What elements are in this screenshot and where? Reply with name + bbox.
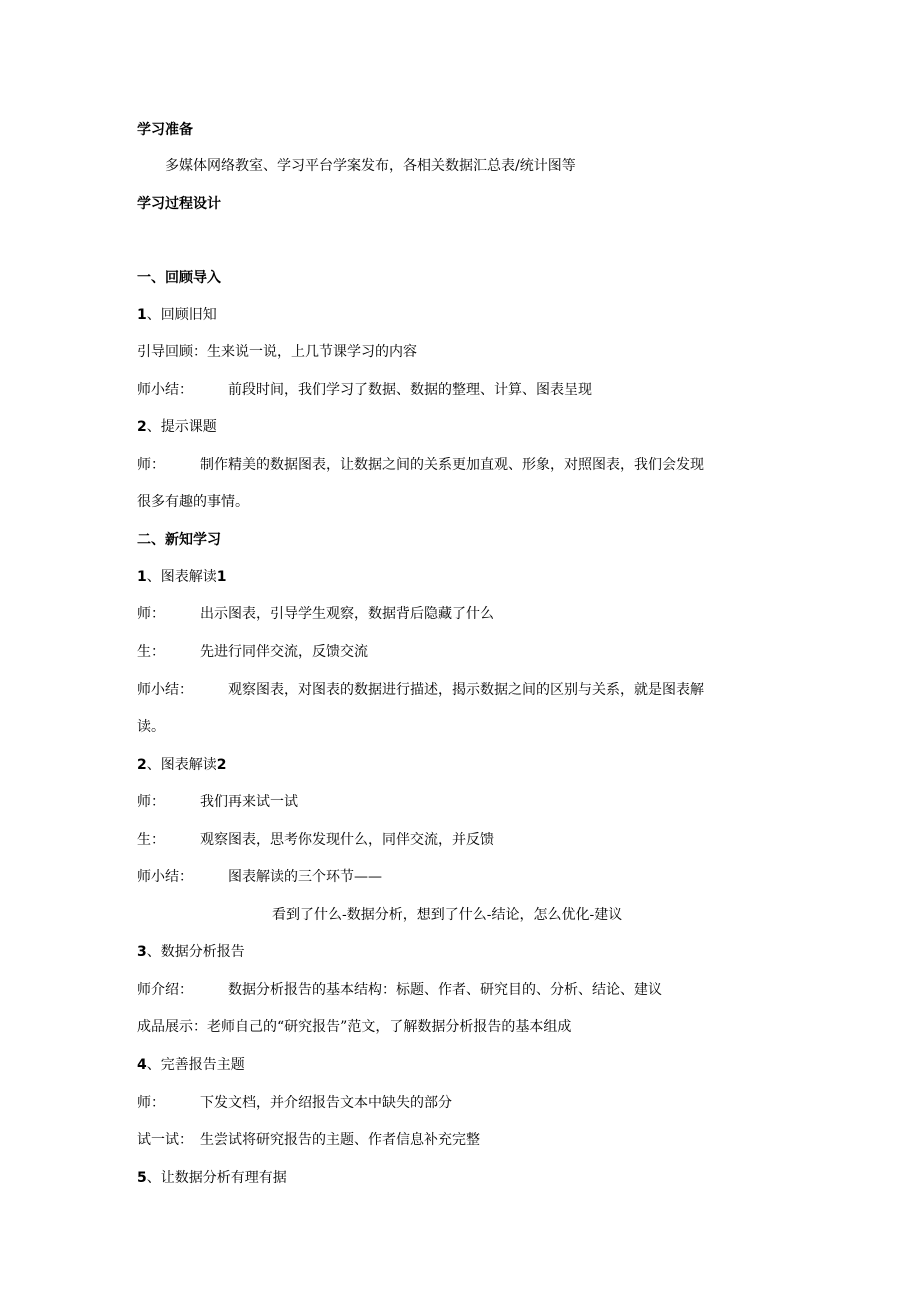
item-number: 4	[137, 1057, 147, 1073]
heading-process: 学习过程设计	[137, 196, 221, 212]
item-title: 、图表解读	[146, 569, 217, 585]
prep-body: 多媒体网络教室、学习平台学案发布，各相关数据汇总表/统计图等	[165, 158, 576, 174]
section2-item2	[137, 755, 227, 775]
speaker-label: 师小结：	[137, 382, 193, 398]
item-title: 、数据分析报告	[146, 944, 245, 960]
speaker-text: 数据分析报告的基本结构：标题、作者、研究目的、分析、结论、建议	[228, 982, 662, 998]
item-number: 5	[137, 1170, 147, 1186]
section2-summary2-detail: 看到了什么-数据分析，想到了什么-结论，怎么优化-建议	[272, 907, 623, 923]
speaker-label: 师介绍：	[137, 982, 193, 998]
item-title: 、回顾旧知	[146, 307, 217, 323]
item-title: 、完善报告主题	[146, 1057, 245, 1073]
speaker-label: 师：	[137, 1095, 165, 1111]
speaker-label: 师小结：	[137, 682, 193, 698]
speaker-label: 师：	[137, 606, 165, 622]
section1-summary1	[137, 380, 777, 400]
section1-item2	[137, 417, 217, 437]
speaker-text: 观察图表，思考你发现什么，同伴交流，并反馈	[200, 832, 494, 848]
item-number: 2	[137, 757, 147, 773]
section2-teacher3	[137, 1093, 777, 1113]
heading-prep: 学习准备	[137, 122, 193, 138]
speaker-label: 生：	[137, 832, 165, 848]
section1-guide: 引导回顾：生来说一说，上几节课学习的内容	[137, 344, 417, 360]
speaker-text: 制作精美的数据图表，让数据之间的关系更加直观、形象，对照图表，我们会发现	[200, 457, 704, 473]
item-number: 1	[137, 307, 147, 323]
speaker-text: 图表解读的三个环节——	[228, 869, 382, 885]
section2-item5	[137, 1168, 287, 1188]
speaker-text: 出示图表，引导学生观察，数据背后隐藏了什么	[200, 606, 494, 622]
item-title: 、让数据分析有理有据	[146, 1170, 287, 1186]
speaker-label: 师小结：	[137, 869, 193, 885]
item-number: 3	[137, 944, 147, 960]
section2-teacher2	[137, 792, 777, 812]
item-number: 1	[137, 569, 147, 585]
section2-showcase: 成品展示：老师自己的“研究报告”范文，了解数据分析报告的基本组成	[137, 1019, 572, 1035]
speaker-text: 先进行同伴交流，反馈交流	[200, 644, 368, 660]
section1-teacher1	[137, 455, 777, 475]
speaker-text: 观察图表，对图表的数据进行描述，揭示数据之间的区别与关系，就是图表解	[228, 682, 704, 698]
section2-student1	[137, 642, 777, 662]
section2-item3	[137, 942, 245, 962]
section2-teacher1	[137, 604, 777, 624]
speaker-label: 生：	[137, 644, 165, 660]
section1-item1	[137, 305, 217, 325]
section2-summary2	[137, 867, 777, 887]
speaker-text: 下发文档，并介绍报告文本中缺失的部分	[200, 1095, 452, 1111]
section2-student2	[137, 830, 777, 850]
speaker-label: 师：	[137, 794, 165, 810]
section2-heading: 二、新知学习	[137, 532, 221, 548]
section1-teacher1-cont: 很多有趣的事情。	[137, 494, 249, 510]
section2-item4	[137, 1055, 245, 1075]
speaker-text: 前段时间，我们学习了数据、数据的整理、计算、图表呈现	[228, 382, 592, 398]
speaker-text: 生尝试将研究报告的主题、作者信息补充完整	[200, 1132, 480, 1148]
speaker-text: 我们再来试一试	[200, 794, 298, 810]
section2-try	[137, 1130, 777, 1150]
section1-heading: 一、回顾导入	[137, 270, 221, 286]
section2-summary1-cont: 读。	[137, 719, 165, 735]
item-title: 、图表解读	[146, 757, 217, 773]
speaker-label: 师：	[137, 457, 165, 473]
speaker-label: 试一试：	[137, 1132, 193, 1148]
item-title: 、提示课题	[146, 419, 217, 435]
item-suffix: 2	[216, 757, 227, 773]
item-number: 2	[137, 419, 147, 435]
section2-summary1	[137, 680, 777, 700]
section2-intro	[137, 980, 777, 1000]
section2-item1	[137, 567, 227, 587]
item-suffix: 1	[216, 569, 227, 585]
